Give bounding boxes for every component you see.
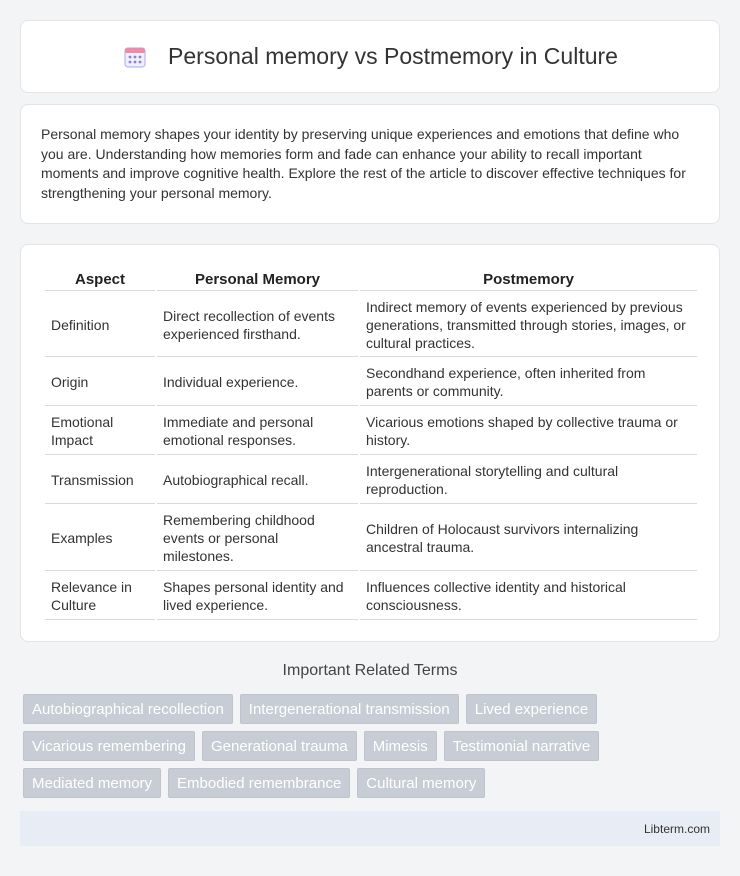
table-cell: Immediate and personal emotional responses. — [157, 408, 358, 455]
table-cell: Intergenerational storytelling and cultural reproduction. — [360, 457, 697, 504]
term-tag[interactable]: Mediated memory — [23, 768, 161, 798]
table-row — [45, 293, 697, 357]
table-cell: Definition — [45, 293, 155, 357]
term-tag[interactable]: Cultural memory — [357, 768, 485, 798]
footer — [20, 811, 720, 846]
page-title: Personal memory vs Postmemory in Culture — [168, 43, 618, 69]
term-tag[interactable]: Testimonial narrative — [444, 731, 600, 761]
intro-text: Personal memory shapes your identity by preserving unique experiences and emotions that define who you are. Understanding how memories form and fade can enhance your ability to recall important moments and improve cognitive health. Explore the rest of the article to discover effective techniques for strengthening your personal memory. — [41, 126, 686, 201]
table-cell: Emotional Impact — [45, 408, 155, 455]
term-tag[interactable]: Embodied remembrance — [168, 768, 350, 798]
table-cell: Transmission — [45, 457, 155, 504]
related-terms-list — [23, 694, 723, 798]
table-cell: Shapes personal identity and lived experience. — [157, 573, 358, 620]
table-row — [45, 573, 697, 620]
table-cell: Children of Holocaust survivors internalizing ancestral trauma. — [360, 506, 697, 571]
table-cell: Secondhand experience, often inherited from parents or community. — [360, 359, 697, 406]
table-cell: Indirect memory of events experienced by previous generations, transmitted through stories, images, or cultural practices. — [360, 293, 697, 357]
table-cell: Remembering childhood events or personal milestones. — [157, 506, 358, 571]
table-cell: Autobiographical recall. — [157, 457, 358, 504]
comparison-table-card — [20, 244, 720, 642]
term-tag[interactable]: Generational trauma — [202, 731, 357, 761]
table-cell: Relevance in Culture — [45, 573, 155, 620]
table-row — [45, 408, 697, 455]
title-wrap — [122, 43, 618, 70]
comparison-table — [43, 265, 699, 622]
related-terms-heading: Important Related Terms — [282, 662, 458, 679]
header-aspect: Aspect — [45, 267, 155, 291]
term-tag[interactable]: Lived experience — [466, 694, 597, 724]
calendar-icon — [122, 44, 148, 70]
header-postmemory: Postmemory — [360, 267, 697, 291]
footer-site-link[interactable]: Libterm.com — [643, 821, 710, 836]
table-row — [45, 359, 697, 406]
table-row — [45, 506, 697, 571]
term-tag[interactable]: Intergenerational transmission — [240, 694, 459, 724]
intro-card — [20, 104, 720, 224]
term-tag[interactable]: Vicarious remembering — [23, 731, 195, 761]
header-personal-memory: Personal Memory — [157, 267, 358, 291]
header-card — [20, 20, 720, 93]
table-cell: Examples — [45, 506, 155, 571]
term-tag[interactable]: Mimesis — [364, 731, 437, 761]
table-cell: Direct recollection of events experienced firsthand. — [157, 293, 358, 357]
table-cell: Vicarious emotions shaped by collective trauma or history. — [360, 408, 697, 455]
table-row — [45, 457, 697, 504]
table-cell: Origin — [45, 359, 155, 406]
table-header-row — [45, 267, 697, 291]
table-cell: Individual experience. — [157, 359, 358, 406]
term-tag[interactable]: Autobiographical recollection — [23, 694, 233, 724]
table-cell: Influences collective identity and historical consciousness. — [360, 573, 697, 620]
